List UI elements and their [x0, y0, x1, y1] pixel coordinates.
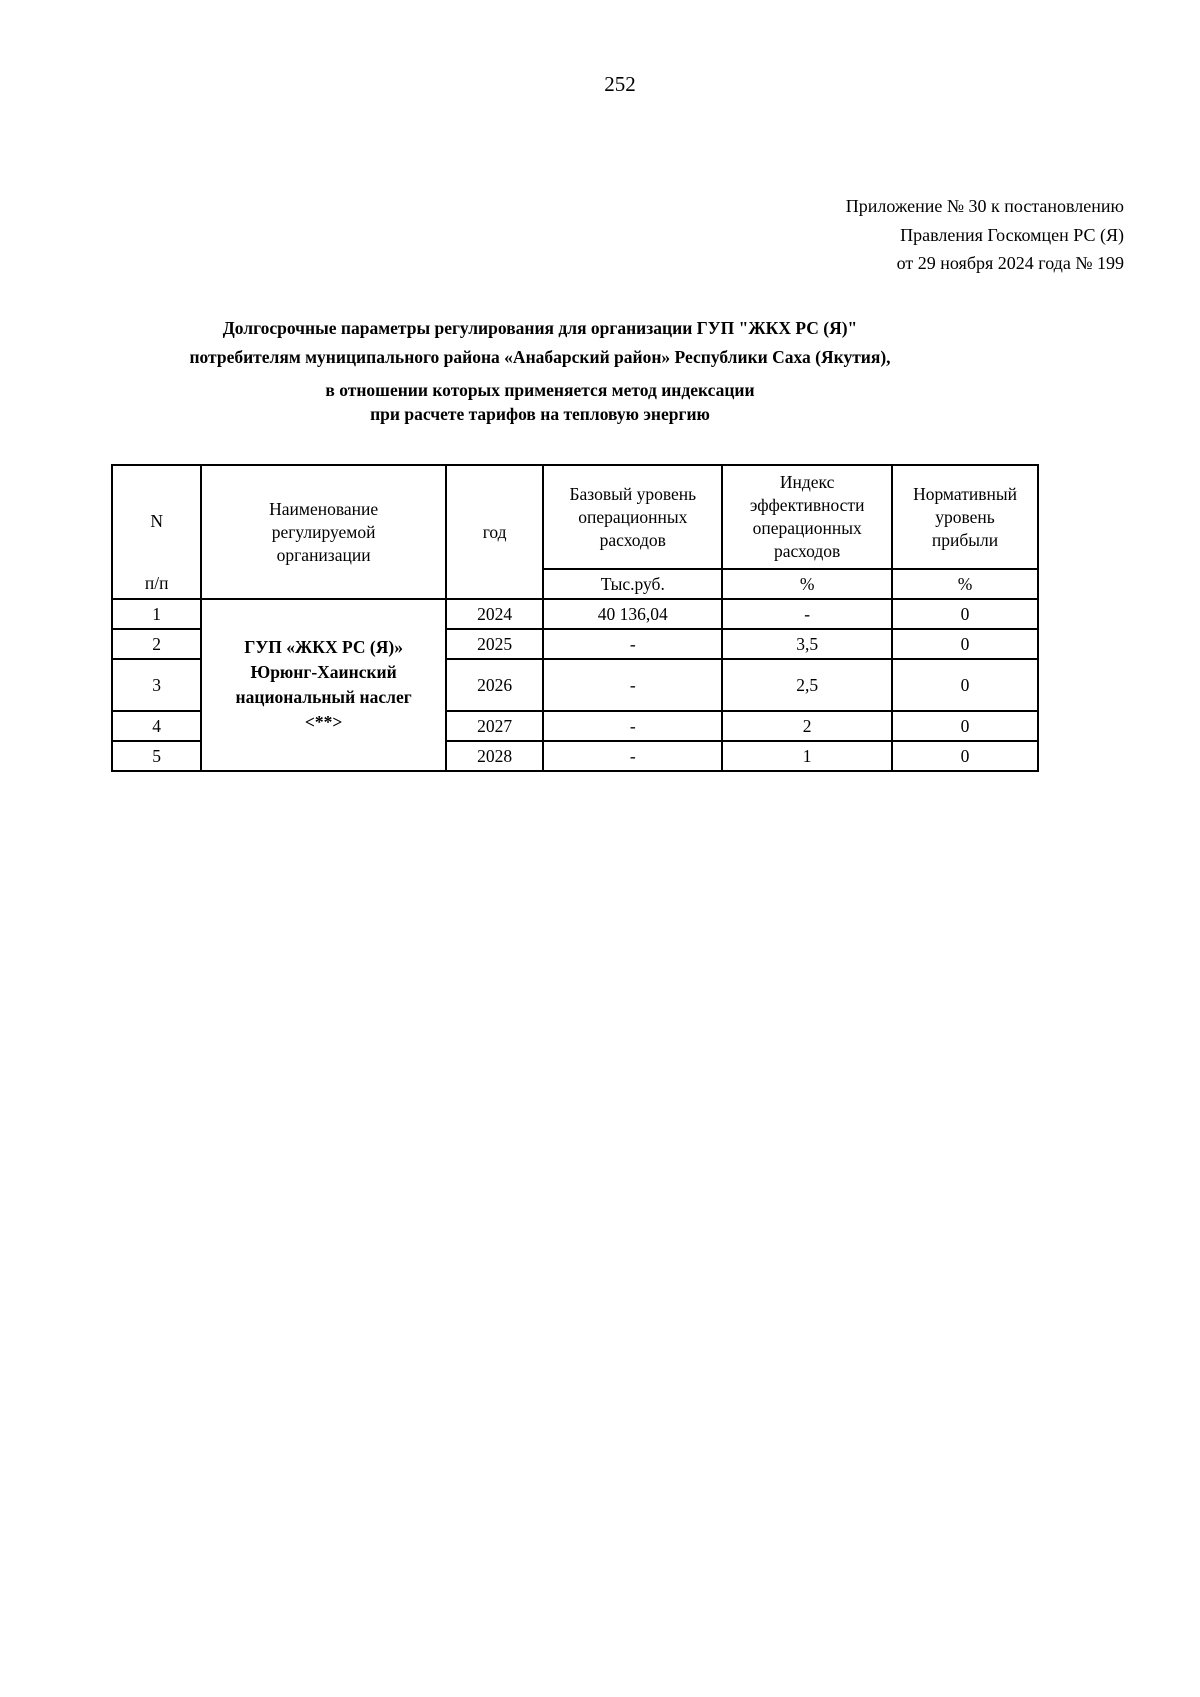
parameters-table	[111, 464, 1039, 772]
unit-efficiency-index: %	[722, 569, 892, 599]
page-number: 252	[604, 72, 636, 96]
cell-n: 3	[112, 659, 201, 711]
table-row	[112, 599, 1038, 629]
annex-reference	[846, 192, 1124, 278]
cell-base-level: 40 136,04	[543, 599, 722, 629]
cell-efficiency-index: 2,5	[722, 659, 892, 711]
cell-efficiency-index: -	[722, 599, 892, 629]
cell-n: 4	[112, 711, 201, 741]
header-n: N	[112, 465, 201, 569]
title-line-4: при расчете тарифов на тепловую энергию	[370, 404, 710, 424]
header-profit-level-text: Нормативный уровень прибыли	[913, 483, 1017, 550]
cell-efficiency-index: 1	[722, 741, 892, 771]
cell-profit-level: 0	[892, 741, 1038, 771]
title-line-2: потребителям муниципального района «Анабарский район» Республики Саха (Якутия),	[189, 347, 891, 367]
cell-year: 2026	[446, 659, 543, 711]
title-line-3: в отношении которых применяется метод индексации	[325, 380, 755, 400]
cell-year: 2025	[446, 629, 543, 659]
cell-organization	[201, 599, 446, 771]
cell-profit-level: 0	[892, 599, 1038, 629]
cell-year: 2028	[446, 741, 543, 771]
unit-profit-level: %	[892, 569, 1038, 599]
organization-line-3: <**>	[304, 712, 343, 732]
cell-base-level: -	[543, 629, 722, 659]
header-base-level	[543, 465, 722, 569]
header-base-level-text: Базовый уровень операционных расходов	[569, 483, 697, 550]
unit-base-level: Тыс.руб.	[543, 569, 722, 599]
header-profit-level	[892, 465, 1038, 569]
cell-profit-level: 0	[892, 659, 1038, 711]
header-organization	[201, 465, 446, 599]
cell-n: 1	[112, 599, 201, 629]
cell-n: 2	[112, 629, 201, 659]
cell-profit-level: 0	[892, 629, 1038, 659]
annex-line-1: Приложение № 30 к постановлению	[845, 196, 1124, 216]
title-line-1: Долгосрочные параметры регулирования для организации ГУП "ЖКХ РС (Я)"	[222, 318, 858, 338]
cell-profit-level: 0	[892, 711, 1038, 741]
cell-base-level: -	[543, 711, 722, 741]
cell-year: 2027	[446, 711, 543, 741]
document-title	[100, 314, 980, 426]
table-header-row	[112, 465, 1038, 569]
cell-n: 5	[112, 741, 201, 771]
header-year: год	[446, 465, 543, 599]
cell-year: 2024	[446, 599, 543, 629]
annex-line-2: Правления Госкомцен РС (Я)	[900, 224, 1124, 245]
cell-base-level: -	[543, 741, 722, 771]
cell-efficiency-index: 2	[722, 711, 892, 741]
header-efficiency-index-text: Индекс эффективности операционных расходов	[749, 472, 865, 561]
header-organization-text: Наименование регулируемой организации	[269, 498, 379, 565]
header-efficiency-index	[722, 465, 892, 569]
header-n-pp: п/п	[112, 569, 201, 599]
organization-line-1: ГУП «ЖКХ РС (Я)»	[244, 637, 403, 657]
annex-line-3: от 29 ноября 2024 года № 199	[896, 253, 1124, 273]
organization-line-2: Юрюнг-Хаинский национальный наслег	[235, 662, 412, 707]
cell-base-level: -	[543, 659, 722, 711]
cell-efficiency-index: 3,5	[722, 629, 892, 659]
